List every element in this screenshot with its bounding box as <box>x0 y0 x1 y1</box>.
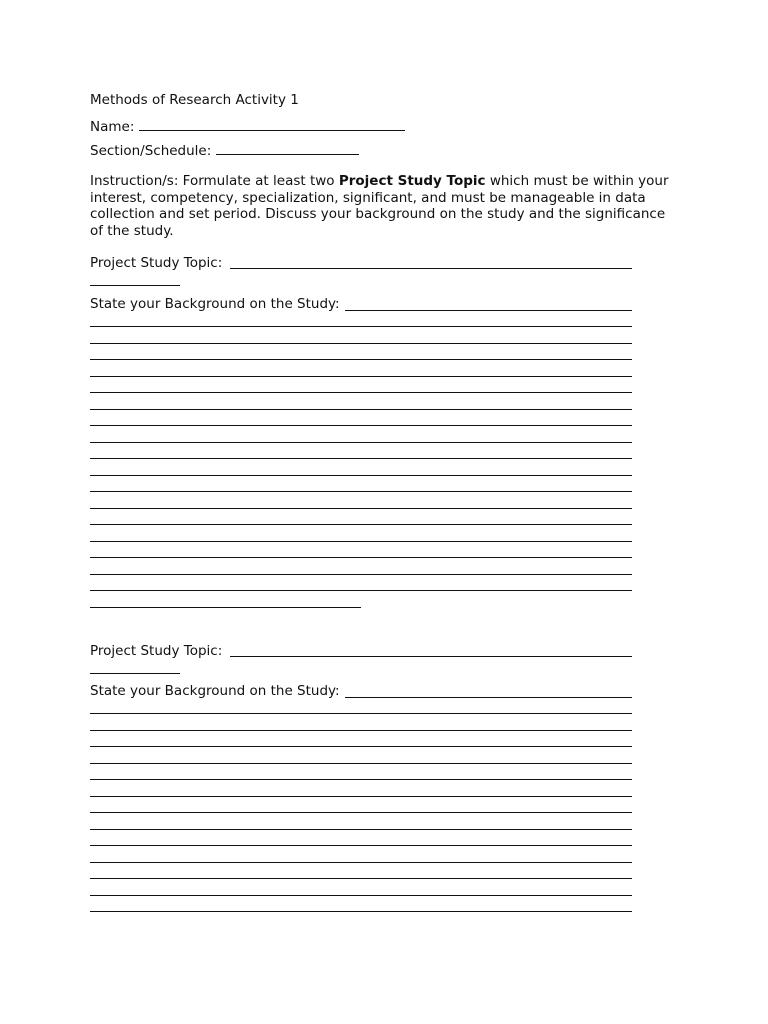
writing-line[interactable] <box>90 458 632 459</box>
section-label: Section/Schedule: <box>90 143 212 159</box>
writing-line[interactable] <box>90 392 632 393</box>
writing-line[interactable] <box>90 376 632 377</box>
instructions-suffix: which must be within your interest, competency, specialization, significant, and must be manageable in data collection and set period. Discuss your background on the study and the significance of the study. <box>90 173 669 239</box>
section-blank[interactable] <box>216 141 359 155</box>
writing-line[interactable] <box>90 895 632 896</box>
writing-line[interactable] <box>90 442 632 443</box>
writing-line[interactable] <box>90 475 632 476</box>
writing-line[interactable] <box>90 862 632 863</box>
document-title: Methods of Research Activity 1 <box>90 92 299 108</box>
background-label-1: State your Background on the Study: <box>90 296 340 312</box>
writing-line[interactable] <box>90 763 632 764</box>
writing-line[interactable] <box>90 409 632 410</box>
writing-line[interactable] <box>90 425 632 426</box>
writing-line[interactable] <box>90 508 632 509</box>
writing-line[interactable] <box>90 590 632 591</box>
topic-blank-1-cont[interactable] <box>90 285 180 286</box>
writing-line[interactable] <box>90 845 632 846</box>
topic-row-2 <box>90 643 222 659</box>
topic-label-2: Project Study Topic: <box>90 643 223 659</box>
instructions-paragraph <box>90 173 670 239</box>
writing-line[interactable] <box>90 746 632 747</box>
name-blank[interactable] <box>139 117 405 131</box>
topic-blank-2[interactable] <box>230 656 632 657</box>
writing-line[interactable] <box>90 557 632 558</box>
instructions-prefix: Instruction/s: Formulate at least two <box>90 173 339 189</box>
background-blank-1[interactable] <box>345 310 632 311</box>
writing-line[interactable] <box>90 359 632 360</box>
writing-line[interactable] <box>90 524 632 525</box>
writing-line[interactable] <box>90 796 632 797</box>
background-blank-2[interactable] <box>345 697 632 698</box>
writing-line[interactable] <box>90 574 632 575</box>
writing-line[interactable] <box>90 779 632 780</box>
topic-label-1: Project Study Topic: <box>90 255 223 271</box>
writing-line[interactable] <box>90 713 632 714</box>
instructions-bold: Project Study Topic <box>338 173 486 189</box>
background-label-2: State your Background on the Study: <box>90 683 340 699</box>
topic-row-1 <box>90 255 222 271</box>
topic-blank-2-cont[interactable] <box>90 673 180 674</box>
writing-line[interactable] <box>90 326 632 327</box>
writing-line[interactable] <box>90 607 361 608</box>
writing-line[interactable] <box>90 829 632 830</box>
name-row <box>90 117 405 135</box>
writing-line[interactable] <box>90 911 632 912</box>
topic-blank-1[interactable] <box>230 268 632 269</box>
background-row-2 <box>90 683 340 699</box>
writing-line[interactable] <box>90 878 632 879</box>
writing-line[interactable] <box>90 491 632 492</box>
writing-line[interactable] <box>90 730 632 731</box>
section-row <box>90 141 359 159</box>
name-label: Name: <box>90 119 135 135</box>
writing-line[interactable] <box>90 343 632 344</box>
writing-line[interactable] <box>90 812 632 813</box>
writing-line[interactable] <box>90 541 632 542</box>
background-row-1 <box>90 296 340 312</box>
